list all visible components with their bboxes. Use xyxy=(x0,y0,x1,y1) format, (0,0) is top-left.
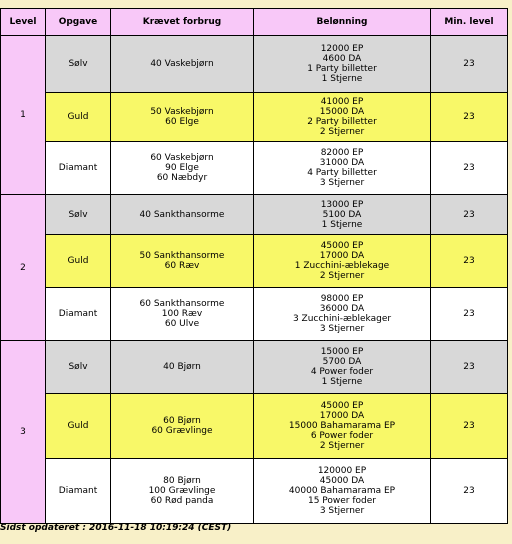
min-level-cell: 23 xyxy=(431,235,507,287)
reward-cell-line: 2 Stjerner xyxy=(319,441,365,451)
required-cell xyxy=(111,459,253,523)
header-row xyxy=(1,9,507,35)
required-cell xyxy=(111,142,253,194)
reward-cell xyxy=(254,288,430,340)
reward-cell-line: 2 Stjerner xyxy=(319,271,365,281)
reward-cell-line: 3 Stjerner xyxy=(319,178,365,188)
required-cell xyxy=(111,341,253,393)
reward-cell xyxy=(254,394,430,458)
task-cell: Sølv xyxy=(46,195,110,234)
task-cell: Guld xyxy=(46,235,110,287)
last-updated: Sidst opdateret : 2016-11-18 10:19:24 (CEST) xyxy=(0,523,232,533)
reward-cell-line: 3 Zucchini-æblekager xyxy=(292,314,392,324)
header-reward: Belønning xyxy=(254,9,430,35)
required-cell xyxy=(111,394,253,458)
required-cell-line: 40 Bjørn xyxy=(163,362,201,372)
reward-cell-line: 41000 EP xyxy=(320,97,364,107)
reward-cell-line: 6 Power foder xyxy=(310,431,374,441)
quest-table-body xyxy=(1,36,507,523)
reward-cell-line: 5100 DA xyxy=(322,209,362,220)
task-cell: Sølv xyxy=(46,341,110,393)
reward-cell-line: 17000 DA xyxy=(319,411,365,421)
min-level-cell: 23 xyxy=(431,93,507,141)
reward-cell-line: 1 Stjerne xyxy=(321,377,363,387)
table-row xyxy=(1,459,507,523)
reward-cell-line: 12000 EP xyxy=(320,44,364,54)
table-row xyxy=(1,195,507,234)
quest-table xyxy=(0,8,508,524)
reward-cell-line: 2 Party billetter xyxy=(307,117,377,127)
required-cell-line: 50 Sankthansorme xyxy=(139,251,225,261)
reward-cell-line: 3 Stjerner xyxy=(319,324,365,334)
reward-cell xyxy=(254,36,430,92)
table-row xyxy=(1,93,507,141)
required-cell xyxy=(111,235,253,287)
reward-cell-line: 4 Party billetter xyxy=(307,168,377,178)
required-cell-line: 60 Elge xyxy=(165,117,199,127)
reward-cell-line: 15000 EP xyxy=(320,347,364,357)
required-cell xyxy=(111,195,253,234)
table-row xyxy=(1,394,507,458)
reward-cell-line: 31000 DA xyxy=(319,158,365,168)
required-cell-line: 60 Rød panda xyxy=(150,496,214,506)
reward-cell xyxy=(254,195,430,234)
table-row xyxy=(1,235,507,287)
min-level-cell: 23 xyxy=(431,195,507,234)
reward-cell-line: 82000 EP xyxy=(320,148,364,158)
reward-cell-line: 45000 EP xyxy=(320,401,364,411)
required-cell-line: 80 Bjørn xyxy=(163,476,201,486)
required-cell-line: 40 Sankthansorme xyxy=(139,209,225,220)
required-cell-line: 100 Ræv xyxy=(161,309,203,319)
table-row xyxy=(1,36,507,92)
reward-cell-line: 36000 DA xyxy=(319,304,365,314)
min-level-cell: 23 xyxy=(431,341,507,393)
required-cell-line: 60 Bjørn xyxy=(163,416,201,426)
reward-cell-line: 45000 EP xyxy=(320,241,364,251)
min-level-cell: 23 xyxy=(431,142,507,194)
reward-cell-line: 1 Zucchini-æblekage xyxy=(294,261,390,271)
min-level-cell: 23 xyxy=(431,459,507,523)
task-cell: Guld xyxy=(46,93,110,141)
header-task: Opgave xyxy=(46,9,110,35)
reward-cell xyxy=(254,341,430,393)
reward-cell xyxy=(254,459,430,523)
reward-cell-line: 1 Party billetter xyxy=(307,64,377,74)
reward-cell xyxy=(254,93,430,141)
reward-cell-line: 4 Power foder xyxy=(310,367,374,377)
required-cell-line: 40 Vaskebjørn xyxy=(150,59,214,69)
reward-cell-line: 2 Stjerner xyxy=(319,127,365,137)
table-row xyxy=(1,288,507,340)
task-cell: Diamant xyxy=(46,288,110,340)
required-cell-line: 60 Næbdyr xyxy=(156,173,208,183)
required-cell xyxy=(111,36,253,92)
header-level: Level xyxy=(1,9,45,35)
level-cell: 1 xyxy=(1,36,45,194)
table-row xyxy=(1,341,507,393)
required-cell-line: 50 Vaskebjørn xyxy=(150,107,214,117)
required-cell-line: 60 Ræv xyxy=(164,261,200,271)
required-cell xyxy=(111,93,253,141)
reward-cell-line: 4600 DA xyxy=(322,54,362,64)
reward-cell xyxy=(254,235,430,287)
reward-cell-line: 13000 EP xyxy=(320,199,364,210)
level-cell: 2 xyxy=(1,195,45,340)
task-cell: Diamant xyxy=(46,459,110,523)
required-cell-line: 100 Grævlinge xyxy=(148,486,216,496)
min-level-cell: 23 xyxy=(431,288,507,340)
required-cell-line: 60 Ulve xyxy=(164,319,200,329)
reward-cell-line: 15 Power foder xyxy=(307,496,376,506)
required-cell-line: 60 Vaskebjørn xyxy=(150,153,214,163)
reward-cell-line: 5700 DA xyxy=(322,357,362,367)
required-cell-line: 60 Grævlinge xyxy=(151,426,213,436)
min-level-cell: 23 xyxy=(431,394,507,458)
header-required: Krævet forbrug xyxy=(111,9,253,35)
reward-cell-line: 3 Stjerner xyxy=(319,506,365,516)
reward-cell-line: 98000 EP xyxy=(320,294,364,304)
reward-cell-line: 15000 Bahamarama EP xyxy=(288,421,396,431)
reward-cell-line: 40000 Bahamarama EP xyxy=(288,486,396,496)
table-row xyxy=(1,142,507,194)
reward-cell-line: 1 Stjerne xyxy=(321,74,363,84)
required-cell-line: 90 Elge xyxy=(165,163,199,173)
reward-cell-line: 15000 DA xyxy=(319,107,365,117)
reward-cell xyxy=(254,142,430,194)
reward-cell-line: 17000 DA xyxy=(319,251,365,261)
required-cell xyxy=(111,288,253,340)
min-level-cell: 23 xyxy=(431,36,507,92)
task-cell: Diamant xyxy=(46,142,110,194)
level-cell: 3 xyxy=(1,341,45,523)
task-cell: Guld xyxy=(46,394,110,458)
reward-cell-line: 1 Stjerne xyxy=(321,219,363,230)
reward-cell-line: 120000 EP xyxy=(317,466,367,476)
header-min-level: Min. level xyxy=(431,9,507,35)
required-cell-line: 60 Sankthansorme xyxy=(139,299,225,309)
task-cell: Sølv xyxy=(46,36,110,92)
reward-cell-line: 45000 DA xyxy=(319,476,365,486)
